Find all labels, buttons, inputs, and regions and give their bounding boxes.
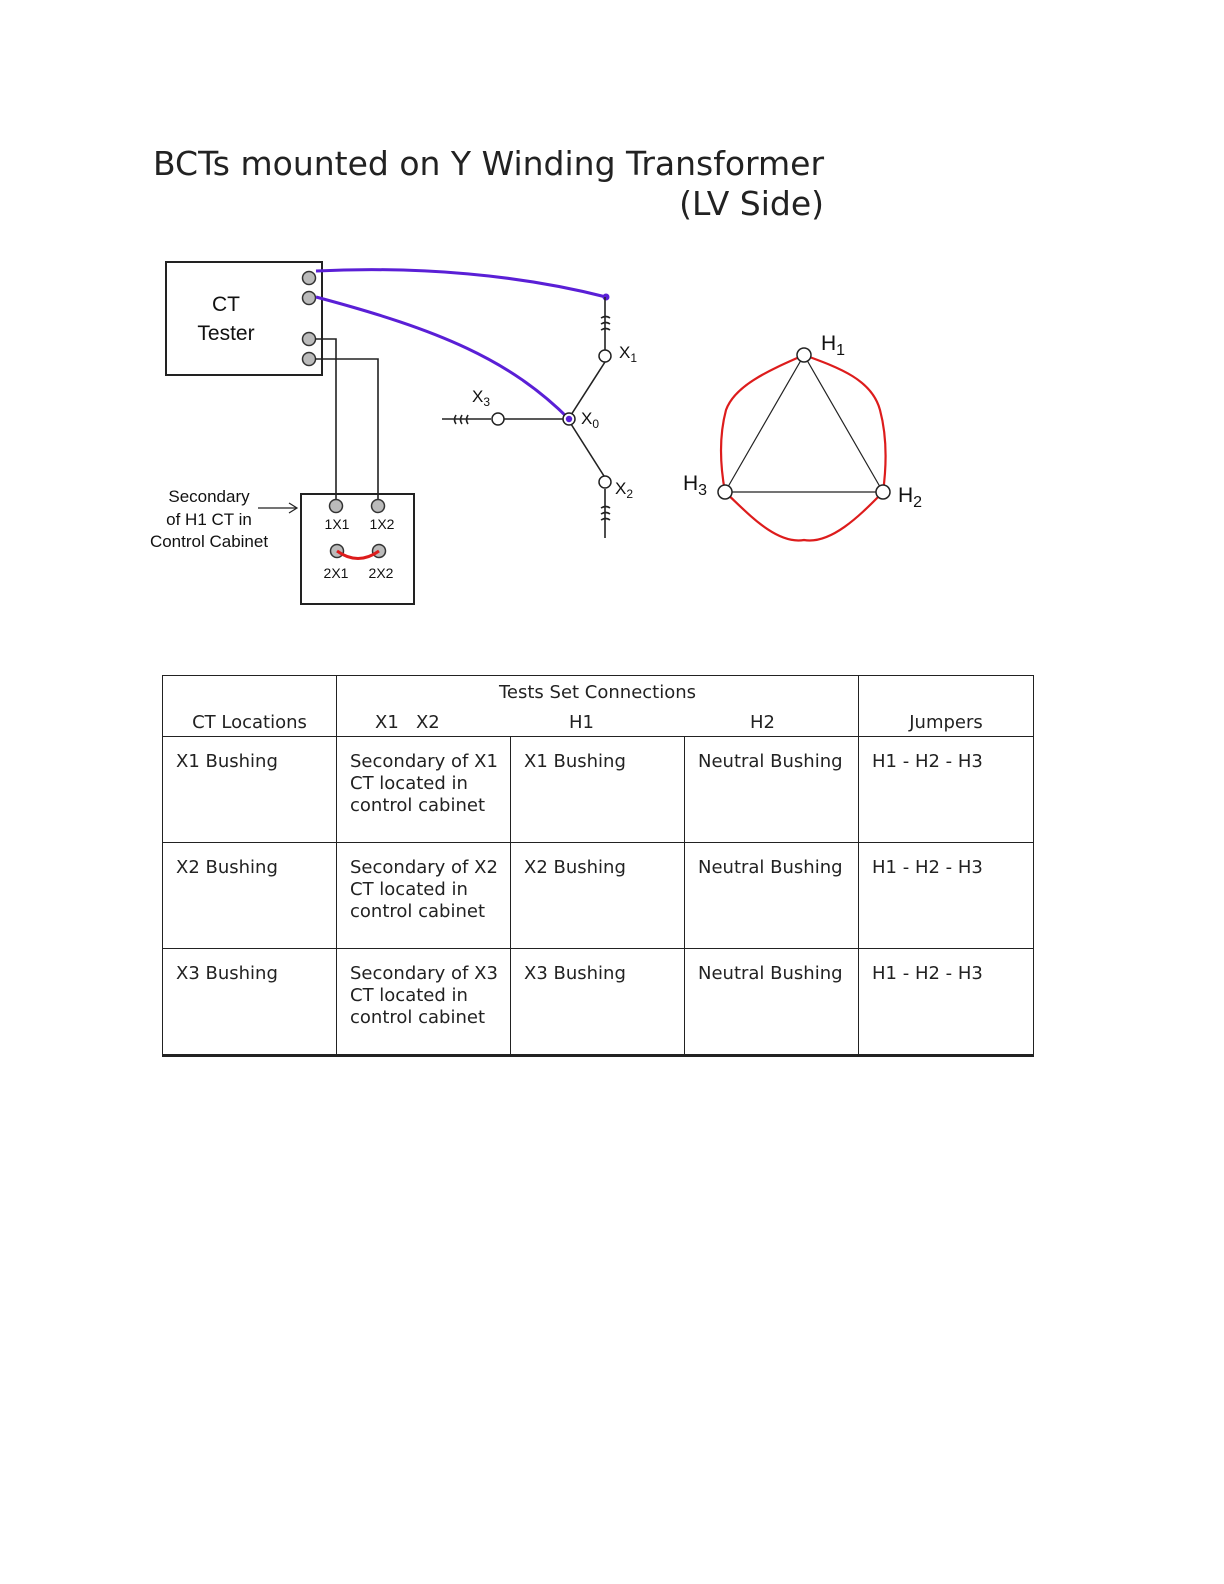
node-h2: $H_2$ [898,484,923,511]
wiring-diagram [0,0,1224,660]
terminal-2x2: 2X2 [368,565,394,581]
table-cell: Secondary of X1 CT located in control cabinet [337,737,511,843]
header-h2: H2 [750,712,775,733]
secondary-label-line-3: Control Cabinet [149,532,269,551]
node-h3: $H_3$ [683,472,708,499]
table-row [163,737,1034,843]
tester-to-cabinet-wires [315,339,378,500]
header-ct-locations: CT Locations [163,676,337,737]
lead-end-x1 [603,294,610,301]
title-line-2: (LV Side) [679,184,825,223]
secondary-label-line-1: Secondary [168,487,250,506]
delta-nodes [718,348,890,499]
table-cell: H1 - H2 - H3 [859,737,1034,843]
terminal-1x1: 1X1 [324,516,350,532]
node-h1: $H_1$ [821,332,846,359]
table-cell: Neutral Bushing [685,737,859,843]
ct-tester-label-line-2: Tester [197,322,255,345]
secondary-arrow [258,503,297,513]
table-cell: X1 Bushing [511,737,685,843]
table-row [163,843,1034,949]
header-x1-x2: X1 X2 [375,712,440,733]
node-x1: $X_1$ [619,343,638,365]
table-cell: X3 Bushing [163,949,337,1056]
node-x0: $X_0$ [581,409,600,431]
node-x3: $X_3$ [472,387,491,409]
table-cell: X3 Bushing [511,949,685,1056]
ct-tester-label-line-1: CT [212,293,240,316]
title-line-1: BCTs mounted on Y Winding Transformer [153,144,825,183]
node-x2: $X_2$ [615,479,634,501]
table-cell: H1 - H2 - H3 [859,949,1034,1056]
table-cell: Neutral Bushing [685,949,859,1056]
header-tests-set-connections [337,676,859,737]
table-cell: X2 Bushing [511,843,685,949]
control-cabinet-box [301,494,414,604]
table-header-row [163,676,1034,737]
test-connections-table [162,675,1034,1057]
header-h1: H1 [569,712,594,733]
table-cell: Secondary of X3 CT located in control cabinet [337,949,511,1056]
delta-jumper [721,355,886,540]
table-cell: X2 Bushing [163,843,337,949]
test-leads [316,270,606,419]
neutral-lead-dot [566,416,572,422]
header-group-label: Tests Set Connections [498,682,697,703]
terminal-1x2: 1X2 [369,516,395,532]
delta-winding [725,355,883,492]
terminal-2x1: 2X1 [323,565,349,581]
table-cell: X1 Bushing [163,737,337,843]
table-row [163,949,1034,1056]
table-cell: Secondary of X2 CT located in control cabinet [337,843,511,949]
secondary-label-line-2: of H1 CT in [166,510,252,529]
table-cell: H1 - H2 - H3 [859,843,1034,949]
header-jumpers: Jumpers [859,676,1034,737]
ct-tester-box [166,262,322,375]
ct-tester-terminals [303,272,316,366]
table-cell: Neutral Bushing [685,843,859,949]
